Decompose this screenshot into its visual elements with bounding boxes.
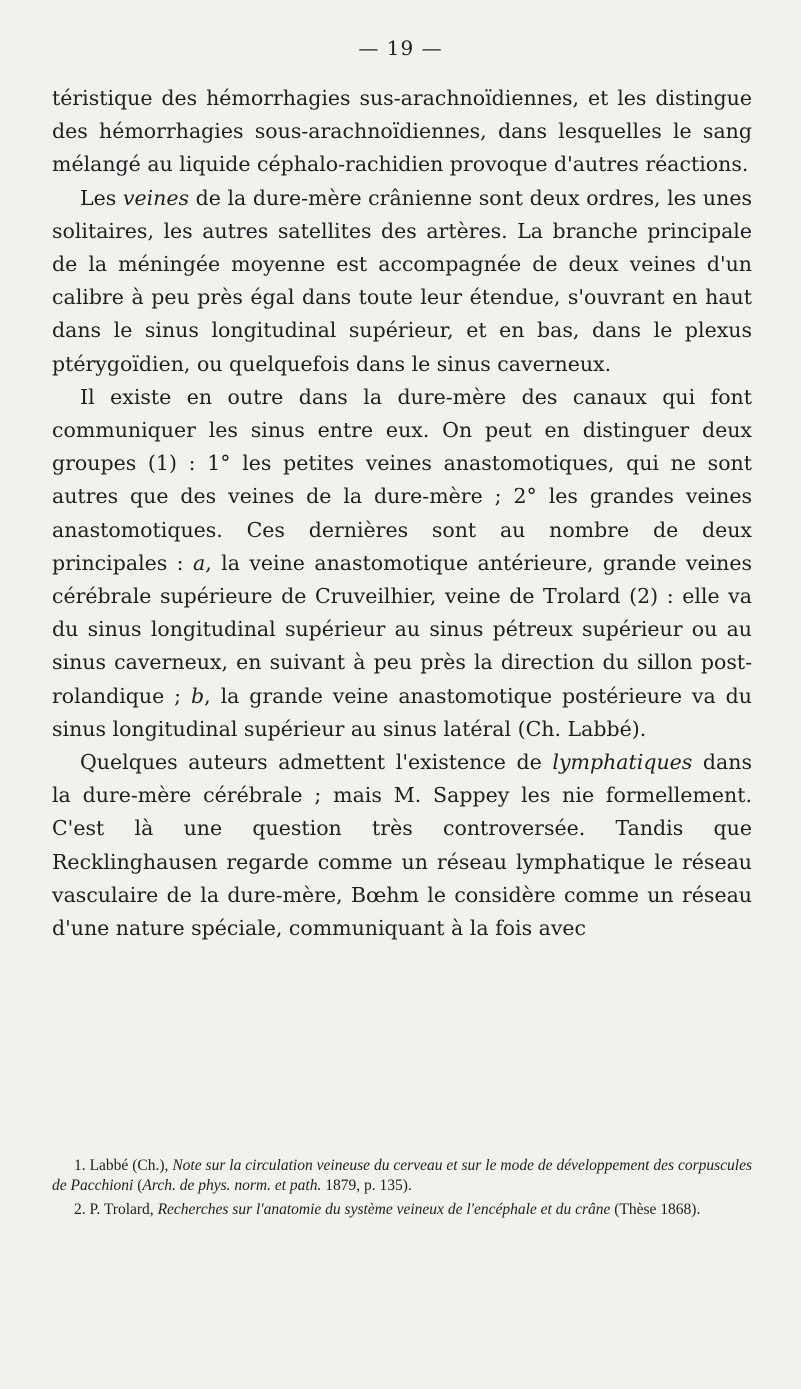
paragraph-3-italic-a: a: [193, 550, 206, 575]
footnote-2-text-start: 2. P. Trolard,: [74, 1201, 158, 1218]
paragraph-1: [52, 82, 752, 182]
footnote-1: [52, 1156, 752, 1196]
footnote-2-text-end: (Thèse 1868).: [610, 1201, 701, 1218]
paragraph-3-text-mid: , la veine anastomotique antérieure, grande veines cérébrale supérieure de Cruveilhier, veine de Trolard (2) : elle va du sinus longitudinal supérieur au sinus pétreux supérieur ou au sinus caverneux, en suivant à peu près la direction du sillon post-rolandique ;: [52, 550, 753, 708]
footnote-1-title: Note sur la circulation veineuse du cerveau et sur le mode de développement des corpuscules de Pacchioni: [52, 1157, 752, 1194]
paragraph-4-text-end: dans la dure-mère cérébrale ; mais M. Sappey les nie formellement. C'est là une question très controversée. Tandis que Recklinghausen regarde comme un réseau lymphatique le réseau vasculaire de la dure-mère, Bœhm le considère comme un réseau d'une nature spéciale, communiquant à la fois avec: [52, 750, 752, 941]
paragraph-3-italic-b: b: [191, 683, 205, 708]
footnotes: [52, 1156, 752, 1220]
page-number: — 19 —: [358, 36, 443, 60]
paragraph-2-text-end: de la dure-mère crânienne sont deux ordres, les unes solitaires, les autres satellites des artères. La branche principale de la méningée moyenne est accompagnée de deux veines d'un calibre à peu près égal dans toute leur étendue, s'ouvrant en haut dans le sinus longitudinal supérieur, et en bas, dans le plexus ptérygoïdien, ou quelquefois dans le sinus caverneux.: [52, 185, 752, 376]
footnote-2-title: Recherches sur l'anatomie du système veineux de l'encéphale et du crâne: [157, 1201, 611, 1218]
paragraph-3-text-end: , la grande veine anastomotique postérieure va du sinus longitudinal supérieur au sinus latéral (Ch. Labbé).: [52, 683, 752, 741]
paragraph-4: [52, 746, 752, 945]
paragraph-2-italic-term: veines: [122, 185, 190, 210]
paragraph-3-text-start: Il existe en outre dans la dure-mère des canaux qui font communiquer les sinus entre eux. On peut en distinguer deux groupes (1) : 1° les petites veines anastomotiques, qui ne sont autres que des veines de la dure-mère ; 2° les grandes veines anastomotiques. Ces dernières sont au nombre de deux principales :: [52, 384, 752, 575]
footnote-1-text-start: 1. Labbé (Ch.),: [74, 1157, 173, 1174]
body-text: [52, 82, 752, 945]
paragraph-4-italic-term: lymphatiques: [552, 750, 693, 775]
paragraph-1-text: téristique des hémorrhagies sus-arachnoïdiennes, et les distingue des hémorrhagies sous-arachnoïdiennes, dans lesquelles le sang mélangé au liquide céphalo-rachidien provoque d'autres réactions.: [52, 86, 752, 177]
footnote-1-text-end: 1879, p. 135).: [321, 1177, 412, 1194]
footnote-2: [52, 1200, 752, 1220]
paragraph-2-text-start: Les: [80, 185, 123, 210]
paragraph-3: [52, 381, 752, 746]
paragraph-4-text-start: Quelques auteurs admettent l'existence de: [80, 750, 553, 775]
footnote-1-journal: Arch. de phys. norm. et path.: [142, 1177, 322, 1194]
footnote-1-text-mid: (: [133, 1177, 143, 1194]
paragraph-2: [52, 182, 752, 381]
